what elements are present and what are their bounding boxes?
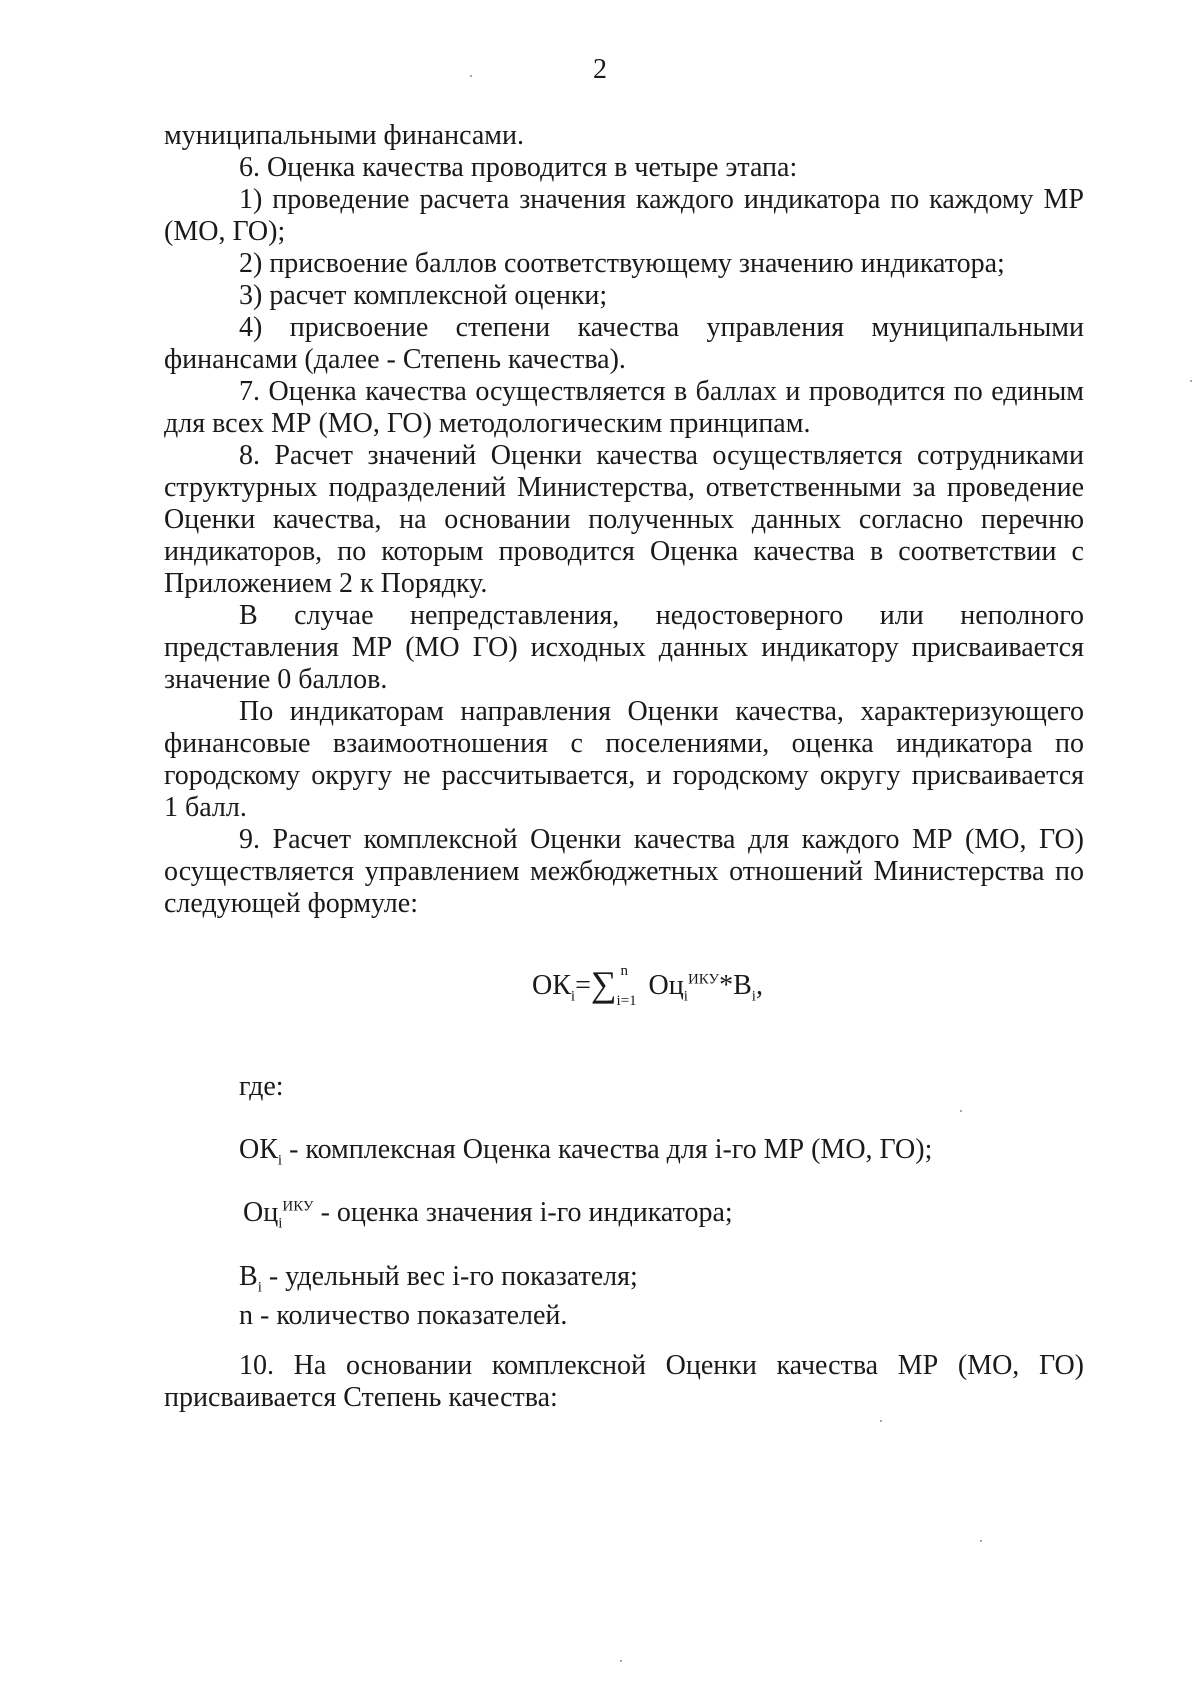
item-9: 9. Расчет комплексной Оценки качества для каждого МР (МО, ГО) xyxy=(239,824,1084,855)
paragraph-failure-case-continued: представления МР (МО ГО) исходных данных индикатору присваивается xyxy=(164,632,1084,663)
sum-upper-limit: n xyxy=(620,962,629,979)
item-7-continued: для всех МР (МО, ГО) методологическим принципам. xyxy=(164,408,811,439)
b-description: - удельный вес i-го показателя; xyxy=(261,1261,638,1292)
formula-term: Оц xyxy=(648,970,684,1001)
paragraph-settlements: По индикаторам направления Оценки качества, характеризующего xyxy=(239,696,1084,727)
paragraph-settlements-continued: городскому округу не рассчитывается, и городскому округу присваивается xyxy=(164,760,1084,791)
ok-symbol: ОК xyxy=(239,1134,278,1165)
scan-speck xyxy=(880,1420,882,1422)
item-10-line: присваивается Степень качества: xyxy=(164,1382,558,1413)
item-8-continued: Приложением 2 к Порядку. xyxy=(164,568,488,599)
item-10 xyxy=(164,1350,1084,1414)
sum-lower-limit: i=1 xyxy=(616,992,637,1009)
item-8: 8. Расчет значений Оценки качества осуществляется сотрудниками xyxy=(239,440,1084,471)
item-8-continued: Оценки качества, на основании полученных данных согласно перечню xyxy=(164,504,1084,535)
definition-n: n - количество показателей. xyxy=(239,1300,568,1331)
paragraph-settlements-continued: финансовые взаимоотношения с поселениями, оценка индикатора по xyxy=(164,728,1084,759)
ok-description: - комплексная Оценка качества для i-го МР (МО, ГО); xyxy=(282,1134,933,1165)
formula-tail: , xyxy=(755,970,763,1001)
paragraph-failure-case-continued: значение 0 баллов. xyxy=(164,664,388,695)
formula-lhs-sub: i xyxy=(570,988,576,1005)
paragraph-failure-case: В случае непредставления, недостоверного или неполного xyxy=(239,600,1084,631)
scan-speck xyxy=(1190,380,1192,382)
item-9-continued: осуществляется управлением межбюджетных отношений Министерства по xyxy=(164,856,1084,887)
ok-sub: i xyxy=(277,1152,283,1169)
text-line: муниципальными финансами. xyxy=(164,120,524,151)
formula-weight-sub: i xyxy=(751,988,756,1005)
scan-speck xyxy=(620,1660,622,1662)
oc-sup: ИКУ xyxy=(282,1198,314,1215)
scan-speck xyxy=(960,1110,962,1112)
sum-sign: ∑ xyxy=(590,964,617,1004)
definition-oc xyxy=(243,1197,1103,1232)
scan-speck xyxy=(470,75,472,77)
oc-sub: i xyxy=(278,1215,283,1232)
formula xyxy=(532,962,763,1009)
definition-ok xyxy=(239,1134,1099,1169)
page-number: 2 xyxy=(593,54,607,85)
scan-speck xyxy=(980,1540,982,1542)
stage-4: 4) присвоение степени качества управления муниципальными xyxy=(239,312,1084,343)
formula-weight: *В xyxy=(719,970,752,1001)
formula-lhs: ОК xyxy=(532,970,571,1001)
stage-2: 2) присвоение баллов соответствующему значению индикатора; xyxy=(239,248,1005,279)
stage-1-continued: (МО, ГО); xyxy=(164,216,286,247)
stage-3: 3) расчет комплексной оценки; xyxy=(239,280,608,311)
item-9-continued: следующей формуле: xyxy=(164,888,418,919)
stage-1: 1) проведение расчета значения каждого индикатора по каждому МР xyxy=(239,184,1084,215)
item-8-continued: индикаторов, по которым проводится Оценка качества в соответствии с xyxy=(164,536,1084,567)
formula-term-sup: ИКУ xyxy=(687,971,720,988)
formula-term-sub: i xyxy=(683,988,688,1005)
formula-equals: = xyxy=(575,970,591,1001)
oc-symbol: Оц xyxy=(243,1197,279,1228)
b-symbol: В xyxy=(239,1261,258,1292)
sum-limits xyxy=(616,962,649,1009)
definition-b xyxy=(239,1261,1099,1296)
b-sub: i xyxy=(257,1279,262,1296)
where-label: где: xyxy=(239,1071,284,1102)
oc-description: - оценка значения i-го индикатора; xyxy=(313,1197,733,1228)
stage-4-continued: финансами (далее - Степень качества). xyxy=(164,344,626,375)
paragraph-settlements-continued: 1 балл. xyxy=(164,792,247,823)
item-10-line: 10. На основании комплексной Оценки качества МР (МО, ГО) xyxy=(239,1350,1084,1381)
item-7: 7. Оценка качества осуществляется в баллах и проводится по единым xyxy=(239,376,1084,407)
document-body xyxy=(164,120,1084,920)
item-8-continued: структурных подразделений Министерства, ответственными за проведение xyxy=(164,472,1084,503)
item-6: 6. Оценка качества проводится в четыре этапа: xyxy=(239,152,798,183)
